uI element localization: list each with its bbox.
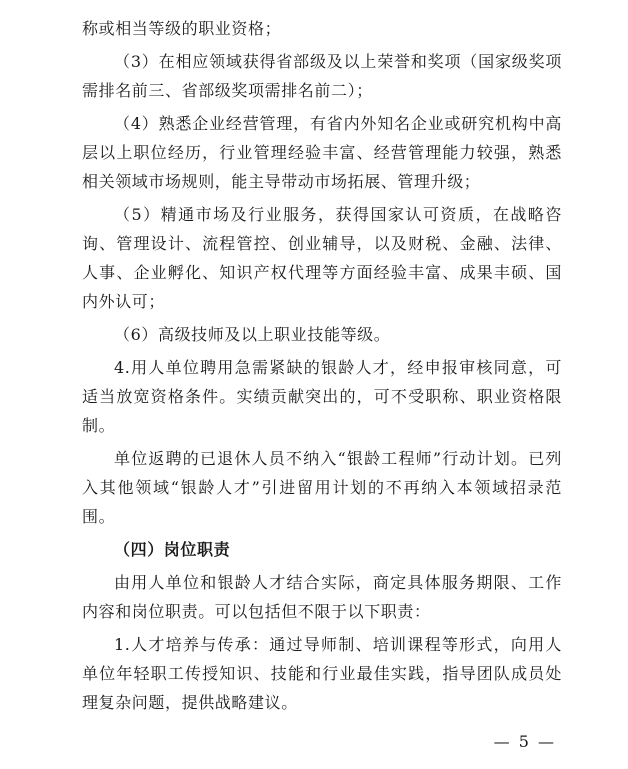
page-number: — 5 — [493, 732, 556, 751]
paragraph: （3）在相应领域获得省部级及以上荣誉和奖项（国家级奖项需排名前三、省部级奖项需排名前二）； [82, 52, 562, 100]
paragraph: （5）精通市场及行业服务，获得国家认可资质，在战略咨询、管理设计、流程管控、创业辅导，以及财税、金融、法律、人事、企业孵化、知识产权代理等方面经验丰富、成果丰硕、国内外认可； [82, 205, 562, 311]
paragraph: （6）高级技师及以上职业技能等级。 [114, 325, 391, 344]
section-heading: （四）岗位职责 [114, 540, 231, 559]
paragraph: （4）熟悉企业经营管理，有省内外知名企业或研究机构中高层以上职位经历，行业管理经验丰富、经营管理能力较强，熟悉相关领域市场规则，能主导带动市场拓展、管理升级； [82, 114, 562, 191]
paragraph: 单位返聘的已退休人员不纳入“银龄工程师”行动计划。已列入其他领域“银龄人才”引进留用计划的不再纳入本领域招录范围。 [82, 449, 562, 526]
paragraph: 4.用人单位聘用急需紧缺的银龄人才，经申报审核同意，可适当放宽资格条件。实绩贡献突出的，可不受职称、职业资格限制。 [82, 358, 562, 435]
paragraph: 称或相当等级的职业资格； [82, 19, 282, 38]
paragraph: 由用人单位和银龄人才结合实际，商定具体服务期限、工作内容和岗位职责。可以包括但不限于以下职责： [82, 573, 562, 621]
paragraph: 1.人才培养与传承：通过导师制、培训课程等形式，向用人单位年轻职工传授知识、技能和行业最佳实践，指导团队成员处理复杂问题，提供战略建议。 [82, 635, 562, 712]
